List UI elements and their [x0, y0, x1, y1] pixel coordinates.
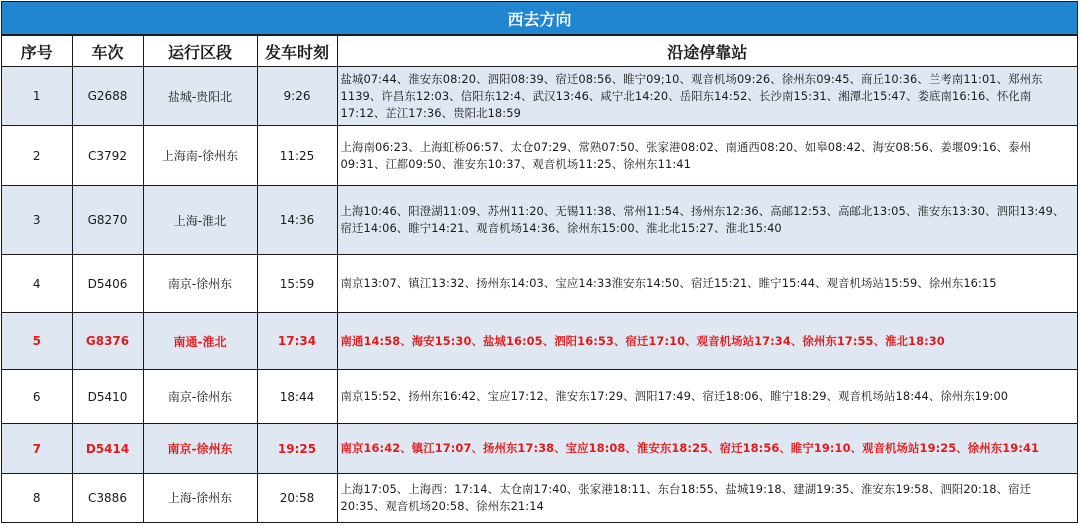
header-depart: 发车时刻 [257, 36, 337, 67]
schedule-table [2, 35, 1077, 522]
cell-no: 5 [2, 313, 72, 370]
cell-depart: 20:58 [257, 474, 337, 522]
cell-stops: 南京15:52、扬州东16:42、宝应17:12、淮安东17:29、泗阳17:49、宿迁18:06、睢宁18:29、观音机场站18:44、徐州东19:00 [337, 370, 1077, 424]
cell-no: 4 [2, 255, 72, 313]
header-stops: 沿途停靠站 [337, 36, 1077, 67]
cell-no: 7 [2, 424, 72, 474]
schedule-body [2, 67, 1077, 522]
cell-train: C3886 [72, 474, 143, 522]
table-row [2, 67, 1077, 126]
cell-depart: 14:36 [257, 186, 337, 255]
cell-train: D5410 [72, 370, 143, 424]
cell-train: G8376 [72, 313, 143, 370]
table-row [2, 126, 1077, 186]
cell-train: C3792 [72, 126, 143, 186]
cell-stops: 上海南06:23、上海虹桥06:57、太仓07:29、常熟07:50、张家港08:02、南通西08:20、如皋08:42、海安08:56、姜堰09:16、泰州09:31、江都09:50、淮安东10:37、观音机场11:25、徐州东11:41 [337, 126, 1077, 186]
table-row [2, 370, 1077, 424]
header-train: 车次 [72, 36, 143, 67]
cell-section: 南京-徐州东 [143, 424, 257, 474]
table-title: 西去方向 [2, 2, 1077, 35]
cell-stops: 南京13:07、镇江13:32、扬州东14:03、宝应14:33淮安东14:50、宿迁15:21、睢宁15:44、观音机场站15:59、徐州东16:15 [337, 255, 1077, 313]
cell-train: G2688 [72, 67, 143, 126]
cell-section: 盐城-贵阳北 [143, 67, 257, 126]
table-row [2, 313, 1077, 370]
cell-no: 6 [2, 370, 72, 424]
schedule-table-container [1, 1, 1078, 523]
table-row [2, 424, 1077, 474]
cell-stops: 上海17:05、上海西：17:14、太仓南17:40、张家港18:11、东台18:55、盐城19:18、建湖19:35、淮安东19:58、泗阳20:18、宿迁20:35、观音机场20:58、徐州东21:14 [337, 474, 1077, 522]
cell-section: 上海南-徐州东 [143, 126, 257, 186]
cell-depart: 17:34 [257, 313, 337, 370]
table-row [2, 474, 1077, 522]
cell-no: 8 [2, 474, 72, 522]
cell-train: D5414 [72, 424, 143, 474]
cell-no: 1 [2, 67, 72, 126]
cell-no: 2 [2, 126, 72, 186]
cell-section: 上海-徐州东 [143, 474, 257, 522]
cell-section: 南通-淮北 [143, 313, 257, 370]
table-row [2, 186, 1077, 255]
header-section: 运行区段 [143, 36, 257, 67]
cell-section: 上海-淮北 [143, 186, 257, 255]
cell-stops: 南通14:58、海安15:30、盐城16:05、泗阳16:53、宿迁17:10、观音机场站17:34、徐州东17:55、淮北18:30 [337, 313, 1077, 370]
cell-stops: 南京16:42、镇江17:07、扬州东17:38、宝应18:08、淮安东18:25、宿迁18:56、睢宁19:10、观音机场站19:25、徐州东19:41 [337, 424, 1077, 474]
cell-stops: 上海10:46、阳澄湖11:09、苏州11:20、无锡11:38、常州11:54、扬州东12:36、高邮12:53、高邮北13:05、淮安东13:30、泗阳13:49、宿迁14:06、睢宁14:21、观音机场14:36、徐州东15:00、淮北北15:27、淮北15:40 [337, 186, 1077, 255]
cell-no: 3 [2, 186, 72, 255]
cell-depart: 11:25 [257, 126, 337, 186]
cell-depart: 9:26 [257, 67, 337, 126]
cell-train: G8270 [72, 186, 143, 255]
cell-train: D5406 [72, 255, 143, 313]
cell-section: 南京-徐州东 [143, 370, 257, 424]
header-no: 序号 [2, 36, 72, 67]
cell-stops: 盐城07:44、淮安东08:20、泗阳08:39、宿迁08:56、睢宁09;10、观音机场09:26、徐州东09:45、商丘10:36、兰考南11:01、郑州东1139、许昌东12:03、信阳东12:4、武汉13:46、咸宁北14:20、岳阳东14:52、长沙南15:31、湘潭北15:47、娄底南16:16、怀化南17:12、芷江17:36、贵阳北18:59 [337, 67, 1077, 126]
cell-depart: 19:25 [257, 424, 337, 474]
cell-depart: 18:44 [257, 370, 337, 424]
header-row [2, 36, 1077, 67]
table-row [2, 255, 1077, 313]
cell-depart: 15:59 [257, 255, 337, 313]
cell-section: 南京-徐州东 [143, 255, 257, 313]
